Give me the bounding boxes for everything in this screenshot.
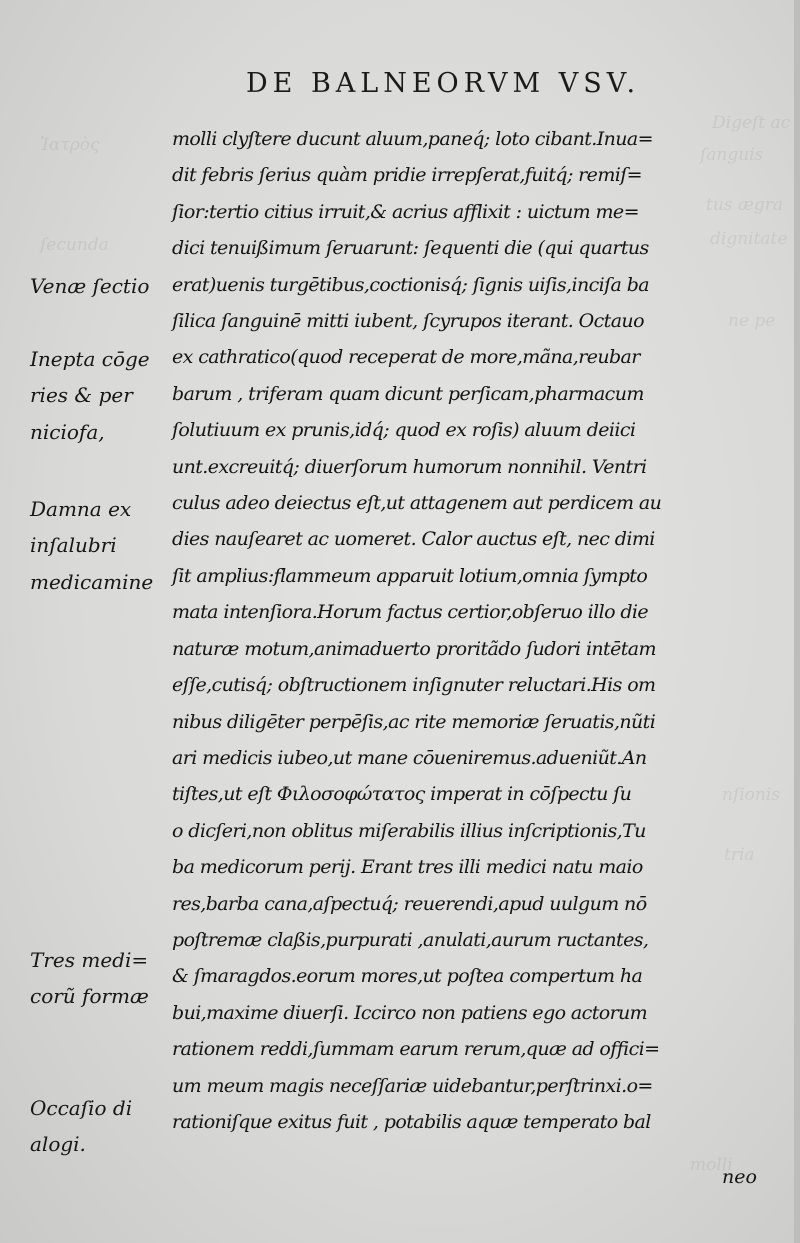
text-line: ſilica ſanguinē mitti iubent, ſcyrupos iterant. Octauo <box>172 310 644 333</box>
text-line: bui,maxime diuerſi. Iccirco non patiens ego actorum <box>172 1001 648 1024</box>
text-line: unt.excreuitq́; diuerſorum humorum nonnihil. Ventri <box>172 455 647 478</box>
text-line: o dicſeri,non oblitus miſerabilis illius inſcriptionis,Tu <box>172 819 646 842</box>
margin-note-vena-sectio <box>30 268 149 304</box>
text-line: dici tenuißimum ſeruarunt: ſequenti die (qui quartus <box>172 237 649 260</box>
svg-text:ſecunda: ſecunda <box>40 235 109 255</box>
margin-note-line: medicamine <box>30 569 154 594</box>
text-line: eſſe,cutisq́; obſtructionem inſignuter reluctari.His om <box>172 674 656 697</box>
text-line: rationem reddi,ſummam earum rerum,quæ ad offici= <box>172 1038 660 1061</box>
margin-note-line: corũ formæ <box>30 984 149 1009</box>
text-line: dit febris ſerius quàm pridie irrepſerat,fuitq́; remiſ= <box>172 164 642 187</box>
svg-text:nſionis: nſionis <box>722 785 781 805</box>
text-line: erat)uenis turgētibus,coctionisq́; ſignis uiſis,inciſa ba <box>172 273 649 296</box>
text-line: mata intenſiora.Horum factus certior,obſeruo illo die <box>172 601 649 624</box>
text-line: ſolutiuum ex prunis,idq́; quod ex roſis) aluum deiici <box>172 419 636 442</box>
text-line: nibus diligēter perpēſis,ac rite memoriæ ſeruatis,nũti <box>172 710 656 733</box>
text-line: ari medicis iubeo,ut mane cōueniremus.adueniũt.An <box>172 746 647 769</box>
margin-note-line: alogi. <box>30 1132 86 1157</box>
text-line: ſit amplius:flammeum apparuit lotium,omnia ſympto <box>172 564 648 587</box>
text-line: naturæ motum,animaduerto proritãdo ſudori intētam <box>172 637 656 660</box>
text-line: culus adeo deiectus eſt,ut attagenem aut perdicem au <box>172 492 662 515</box>
svg-text:dignitate: dignitate <box>710 229 788 249</box>
margin-note-line: ries & per <box>30 383 133 408</box>
text-line: ex cathratico(quod receperat de more,mãna,reubar <box>172 346 640 369</box>
margin-note-line: niciofa, <box>30 419 105 444</box>
text-line: & ſmaragdos.eorum mores,ut poſtea compertum ha <box>172 965 643 988</box>
text-line: rationiſque exitus fuit , potabilis aquæ temperato bal <box>172 1110 651 1133</box>
margin-note-line: Venæ ſectio <box>30 274 150 298</box>
margin-note-line: Damna ex <box>30 497 132 521</box>
svg-text:molli: molli <box>690 1155 733 1175</box>
text-line: ba medicorum perij. Erant tres illi medici natu maio <box>172 856 643 879</box>
svg-text:Ἰατρὸς: Ἰατρὸς <box>40 135 100 155</box>
margin-note-occasio <box>30 1090 132 1163</box>
page-edge <box>794 0 800 1243</box>
svg-text:tus ægra: tus ægra <box>706 195 784 215</box>
svg-text:tria: tria <box>724 845 755 865</box>
text-line: ſior:tertio citius irruit,& acrius afflixit : uictum me= <box>172 200 639 223</box>
margin-note-line: inſalubri <box>30 533 117 558</box>
margin-note-line: Tres medi= <box>30 948 149 972</box>
svg-text:ſanguis: ſanguis <box>700 145 764 165</box>
text-line: res,barba cana,aſpectuq́; reuerendi,apud uulgum nō <box>172 892 647 915</box>
margin-note-line: Occaſio di <box>30 1096 133 1120</box>
margin-note-line: Inepta cōge <box>30 347 150 371</box>
svg-text:Digeſt ac: Digeſt ac <box>712 113 791 133</box>
margin-note-tres-medici <box>30 942 149 1015</box>
main-text-block <box>172 121 772 1140</box>
catchword: neo <box>722 1166 757 1188</box>
running-head: DE BALNEORVM VSV. <box>246 68 641 99</box>
text-line: um meum magis neceſſariæ uidebantur,perſtrinxi.o= <box>172 1074 653 1097</box>
svg-text:ne pe: ne pe <box>728 311 776 331</box>
text-line: barum , triferam quam dicunt perſicam,pharmacum <box>172 382 644 405</box>
text-line: dies nauſearet ac uomeret. Calor auctus eſt, nec dimi <box>172 528 655 551</box>
margin-note-damna <box>30 491 153 600</box>
text-line: poſtremæ claßis,purpurati ,anulati,aurum ructantes, <box>172 928 649 951</box>
text-line: molli clyſtere ducunt aluum,paneq́; loto cibant.Inua= <box>172 128 653 150</box>
margin-note-inepta <box>30 341 150 450</box>
text-line: tiſtes,ut eſt Φιλοσοφώτατος imperat in cōſpectu ſu <box>172 783 632 806</box>
